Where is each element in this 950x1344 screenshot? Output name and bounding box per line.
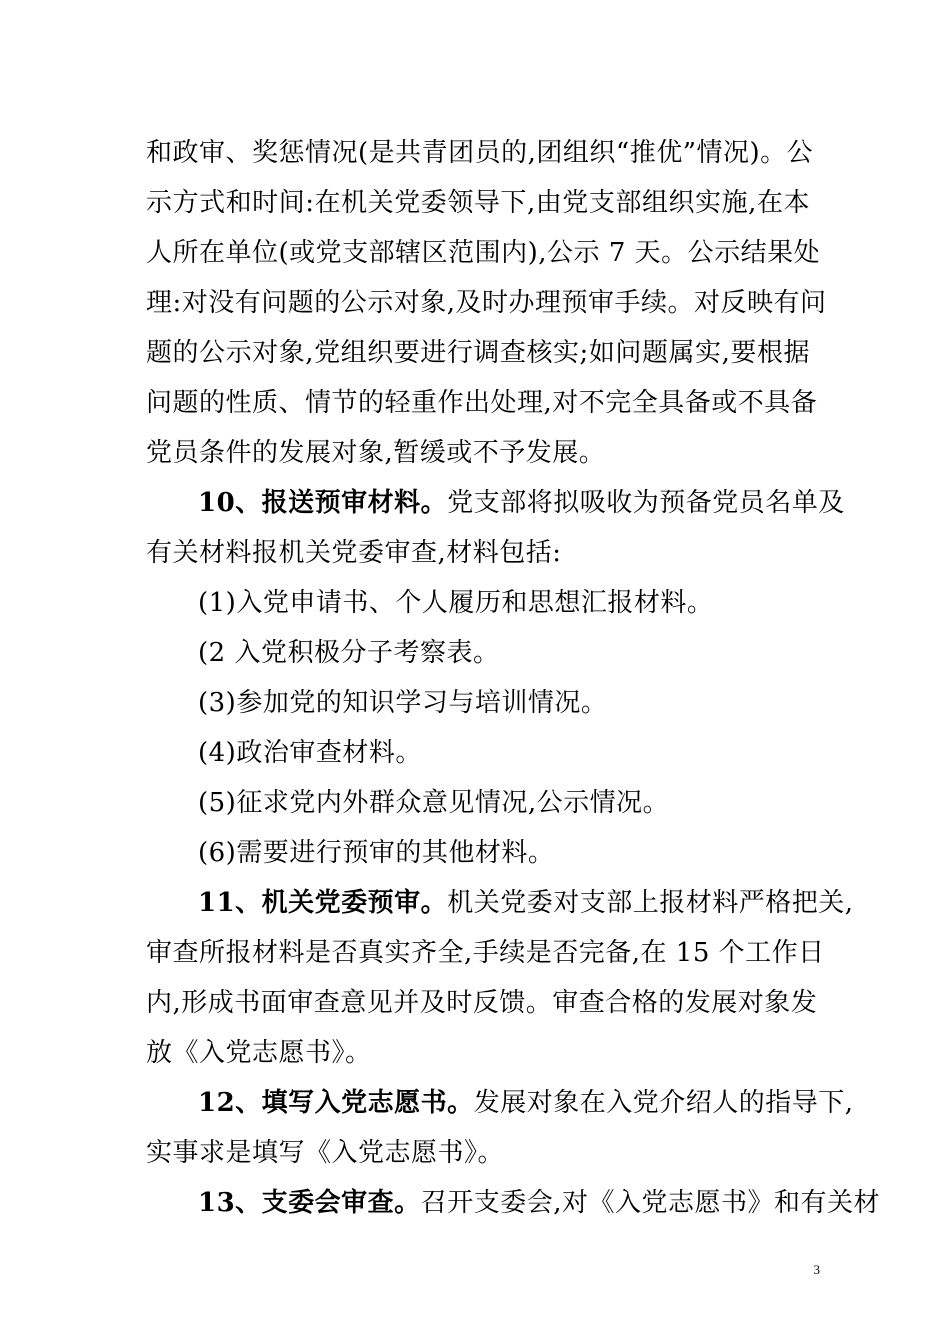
section-10-first-line: [146, 478, 845, 528]
body-line: 审查所报材料是否真实齐全,手续是否完备,在 15 个工作日: [146, 938, 825, 968]
list-item: (4)政治审查材料。: [198, 738, 422, 768]
body-line: 和政审、奖惩情况(是共青团员的,团组织“推优”情况)。公: [146, 138, 814, 168]
body-line: 问题的性质、情节的轻重作出处理,对不完全具备或不具备: [146, 388, 818, 418]
section-13-first-line: [146, 1178, 880, 1228]
body-line: 示方式和时间:在机关党委领导下,由党支部组织实施,在本: [146, 188, 810, 218]
list-item: (5)征求党内外群众意见情况,公示情况。: [198, 788, 670, 818]
list-item: (2 入党积极分子考察表。: [198, 638, 500, 668]
section-13-text: 召开支委会,对《入党志愿书》和有关材: [420, 1188, 880, 1218]
list-item: (3)参加党的知识学习与培训情况。: [198, 688, 608, 718]
body-line: 有关材料报机关党委审查,材料包括:: [146, 538, 562, 568]
section-12-heading: 12、填写入党志愿书。: [198, 1088, 474, 1118]
document-body: [146, 128, 880, 1228]
section-11-heading: 11、机关党委预审。: [198, 888, 448, 918]
body-line: 放《入党志愿书》。: [146, 1038, 372, 1068]
section-12-first-line: [146, 1078, 854, 1128]
body-line: 内,形成书面审查意见并及时反馈。审查合格的发展对象发: [146, 988, 818, 1018]
section-10-text: 党支部将拟吸收为预备党员名单及: [447, 488, 845, 518]
body-line: 人所在单位(或党支部辖区范围内),公示 7 天。公示结果处: [146, 238, 821, 268]
section-11-text: 机关党委对支部上报材料严格把关,: [447, 888, 854, 918]
body-line: 题的公示对象,党组织要进行调查核实;如问题属实,要根据: [146, 338, 810, 368]
section-12-text: 发展对象在入党介绍人的指导下,: [473, 1088, 854, 1118]
section-10-heading: 10、报送预审材料。: [198, 488, 448, 518]
body-line: 理:对没有问题的公示对象,及时办理预审手续。对反映有问: [146, 288, 827, 318]
list-item: (6)需要进行预审的其他材料。: [198, 838, 555, 868]
section-13-heading: 13、支委会审查。: [198, 1188, 421, 1218]
body-line: 党员条件的发展对象,暂缓或不予发展。: [146, 438, 606, 468]
body-line: 实事求是填写《入党志愿书》。: [146, 1138, 505, 1168]
page-number: 3: [813, 1262, 820, 1277]
list-item: (1)入党申请书、个人履历和思想汇报材料。: [198, 588, 714, 618]
section-11-first-line: [146, 878, 854, 928]
